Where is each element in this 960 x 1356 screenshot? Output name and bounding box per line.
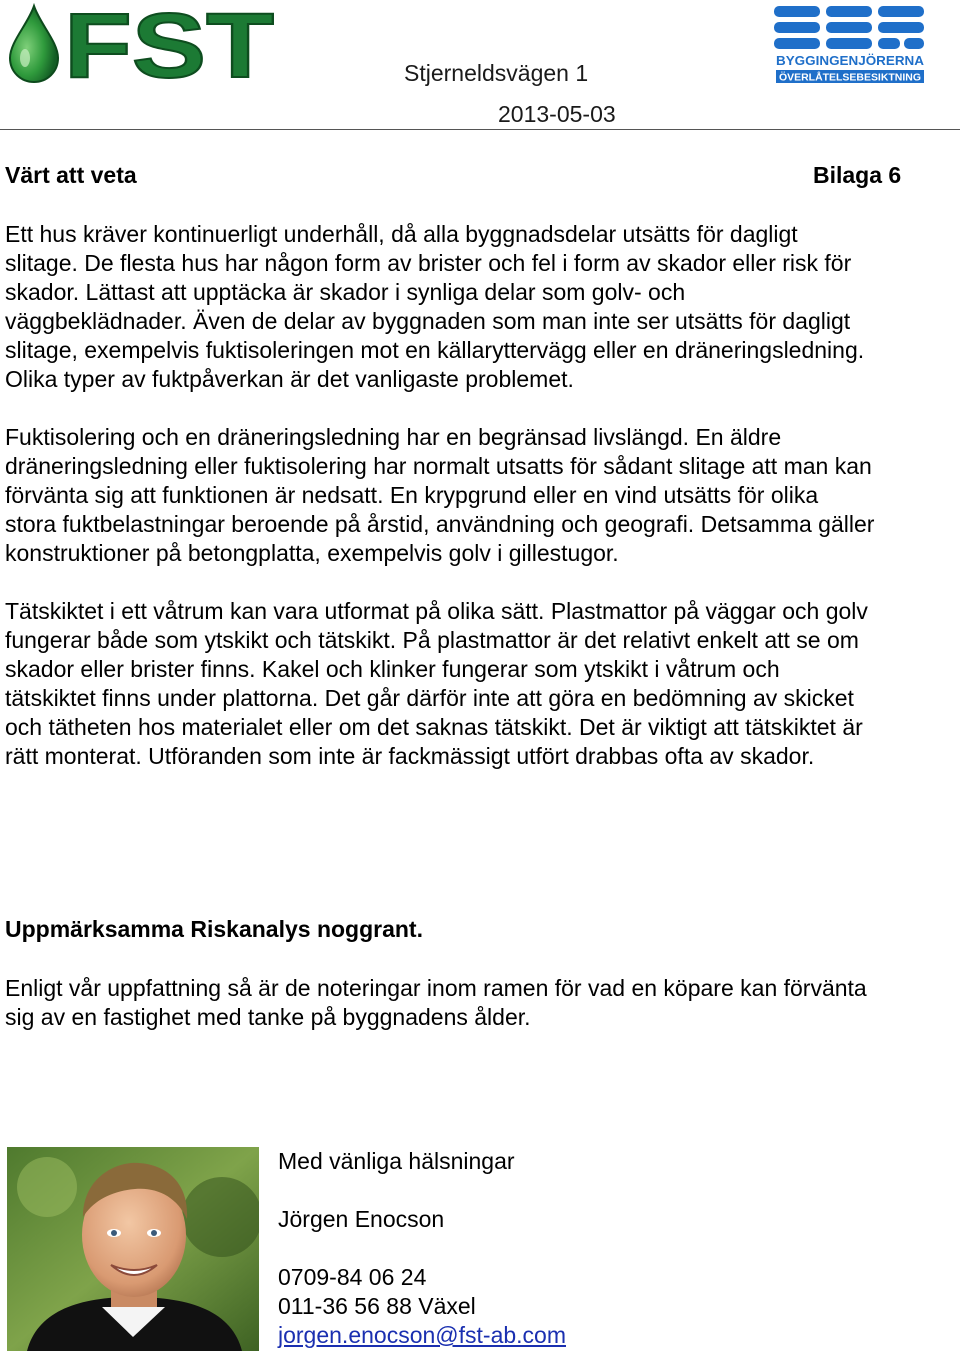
email-link[interactable]: jorgen.enocson@fst-ab.com: [278, 1322, 566, 1348]
report-date: 2013-05-03: [498, 101, 616, 127]
risk-analysis-heading: Uppmärksamma Riskanalys noggrant.: [5, 916, 423, 942]
paragraph-maintenance: [5, 220, 960, 394]
paragraph-wetroom: [5, 597, 960, 771]
text-line: väggbeklädnader. Även de delar av byggnaden som man inte ser utsätts för dagligt: [5, 308, 851, 334]
phone-mobile: 0709-84 06 24: [278, 1264, 427, 1290]
property-address: Stjerneldsvägen 1: [404, 60, 589, 86]
text-line: Olika typer av fuktpåverkan är det vanligaste problemet.: [5, 366, 574, 392]
header-divider: [0, 129, 960, 130]
page-title: Värt att veta: [5, 162, 137, 188]
fst-logo: [4, 2, 274, 84]
text-line: dräneringsledning eller fuktisolering har normalt utsatts för sådant slitage att man kan: [5, 453, 872, 479]
signature-greeting: Med vänliga hälsningar: [278, 1148, 515, 1174]
text-line: Fuktisolering och en dräneringsledning har en begränsad livslängd. En äldre: [5, 424, 782, 450]
text-line: Tätskiktet i ett våtrum kan vara utformat på olika sätt. Plastmattor på väggar och golv: [5, 598, 868, 624]
paragraph-closing: [5, 974, 960, 1032]
text-line: slitage. De flesta hus har någon form av brister och fel i form av skador eller risk för: [5, 250, 852, 276]
svg-text:FST: FST: [64, 2, 274, 84]
svg-text:ÖVERLÅTELSEBESIKTNING: ÖVERLÅTELSEBESIKTNING: [779, 72, 915, 84]
attachment-label: Bilaga 6: [813, 162, 902, 188]
text-line: rätt monterat. Utföranden som inte är fackmässigt utfört drabbas ofta av skador.: [5, 743, 815, 769]
sbr-logo: [772, 4, 928, 86]
signature-name: Jörgen Enocson: [278, 1206, 445, 1232]
text-line: sig av en fastighet med tanke på byggnadens ålder.: [5, 1004, 531, 1030]
text-line: förvänta sig att funktionen är nedsatt. En krypgrund eller en vind utsätts för olika: [5, 482, 819, 508]
text-line: fungerar både som ytskikt och tätskikt. På plastmattor är det relativt enkelt att se om: [5, 627, 859, 653]
text-line: stora fuktbelastningar beroende på årstid, användning och geografi. Detsamma gäller: [5, 511, 875, 537]
text-line: Enligt vår uppfattning så är de noteringar inom ramen för vad en köpare kan förvänta: [5, 975, 867, 1001]
text-line: och tätheten hos materialet eller om det saknas tätskikt. Det är viktigt att tätskiktet är: [5, 714, 863, 740]
paragraph-moisture: [5, 423, 960, 568]
author-photo: [7, 1147, 259, 1351]
text-line: Ett hus kräver kontinuerligt underhåll, då alla byggnadsdelar utsätts för dagligt: [5, 221, 798, 247]
text-line: skador. Lättast att upptäcka är skador i synliga delar som golv- och: [5, 279, 686, 305]
text-line: tätskiktet finns under plattorna. Det går därför inte att göra en bedömning av skicket: [5, 685, 854, 711]
svg-text:BYGGINGENJÖRERNA: BYGGINGENJÖRERNA: [776, 54, 914, 68]
text-line: slitage, exempelvis fuktisoleringen mot en källaryttervägg eller en dräneringsledning.: [5, 337, 865, 363]
text-line: skador eller brister finns. Kakel och klinker fungerar som ytskikt i våtrum och: [5, 656, 780, 682]
text-line: konstruktioner på betongplatta, exempelvis golv i gillestugor.: [5, 540, 619, 566]
phone-office: 011-36 56 88 Växel: [278, 1293, 476, 1319]
